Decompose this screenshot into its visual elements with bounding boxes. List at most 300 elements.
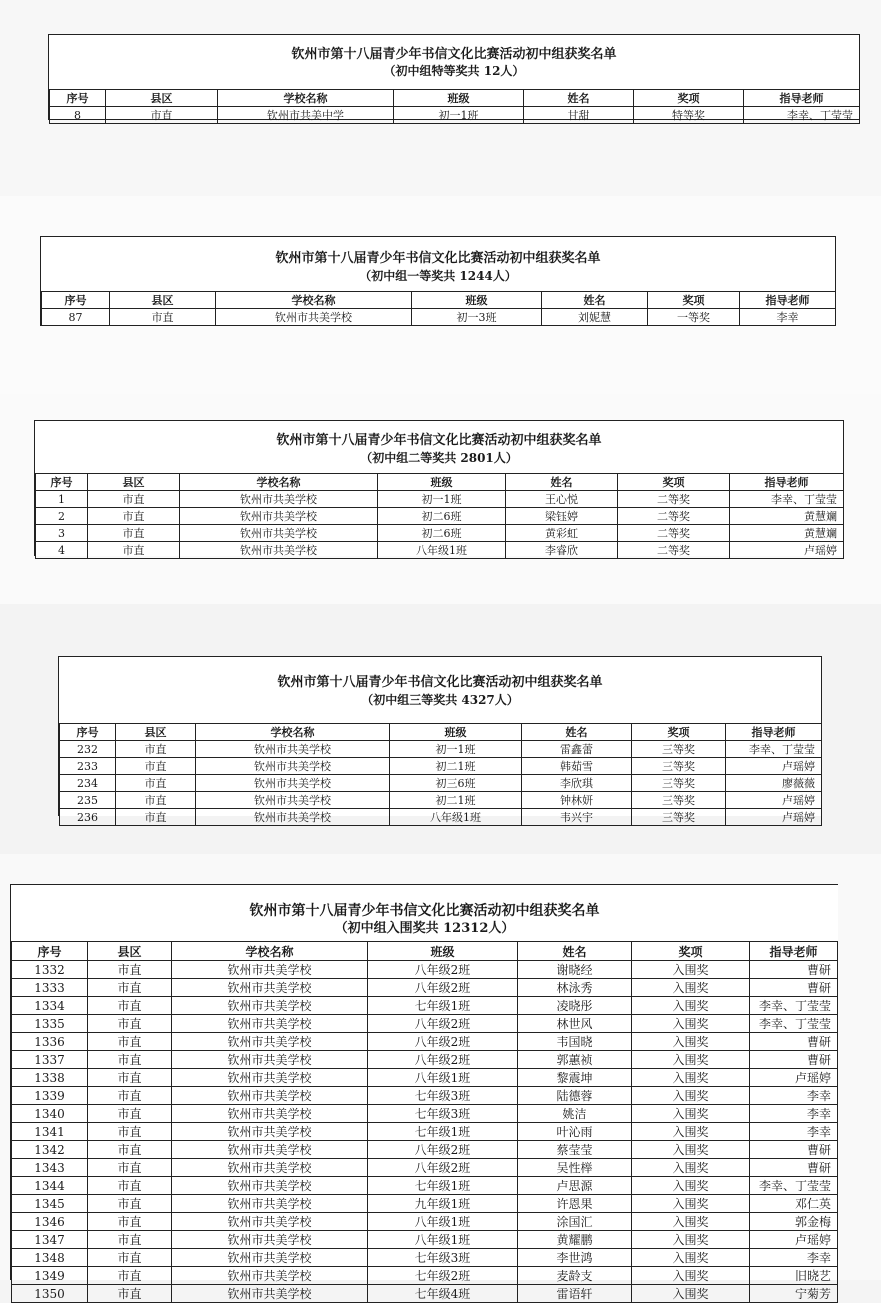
cell-district: 市直 [88,1231,172,1249]
table-row [12,979,838,997]
col-header: 指导老师 [744,90,860,107]
table-row [60,775,822,792]
cell-student: 蔡莹莹 [518,1141,632,1159]
cell-class: 初一1班 [390,741,522,758]
table-row [12,1231,838,1249]
cell-teacher: 黄慧斓 [730,525,844,542]
cell-index: 1346 [12,1213,88,1231]
cell-school: 钦州市共美中学 [218,107,394,124]
cell-class: 初二1班 [390,758,522,775]
header-row [50,90,860,107]
cell-class: 九年级1班 [368,1195,518,1213]
cell-district: 市直 [88,542,180,559]
cell-student: 许恩果 [518,1195,632,1213]
cell-award: 三等奖 [632,758,726,775]
col-header: 指导老师 [726,724,822,741]
award-table [41,291,836,326]
cell-district: 市直 [116,809,196,826]
table-row [60,741,822,758]
col-header: 序号 [12,942,88,961]
table-row [36,542,844,559]
cell-school: 钦州市共美学校 [172,1159,368,1177]
cell-award: 入围奖 [632,1069,750,1087]
cell-award: 入围奖 [632,1177,750,1195]
cell-student: 梁钰婷 [506,508,618,525]
col-header: 班级 [412,292,542,309]
cell-class: 七年级3班 [368,1087,518,1105]
cell-district: 市直 [116,792,196,809]
cell-school: 钦州市共美学校 [172,1177,368,1195]
cell-district: 市直 [116,741,196,758]
cell-district: 市直 [88,1249,172,1267]
cell-teacher: 李幸 [750,1123,838,1141]
cell-teacher: 邓仁英 [750,1195,838,1213]
col-header: 姓名 [542,292,648,309]
col-header: 学校名称 [216,292,412,309]
cell-teacher: 李幸 [750,1105,838,1123]
cell-award: 二等奖 [618,508,730,525]
col-header: 奖项 [632,724,726,741]
cell-class: 初一1班 [394,107,524,124]
cell-student: 谢晓经 [518,961,632,979]
col-header: 班级 [378,474,506,491]
cell-award: 二等奖 [618,525,730,542]
cell-student: 叶沁雨 [518,1123,632,1141]
cell-district: 市直 [88,1051,172,1069]
cell-class: 八年级2班 [368,1159,518,1177]
cell-index: 1334 [12,997,88,1015]
cell-student: 麦龄支 [518,1267,632,1285]
table-row [50,107,860,124]
cell-index: 1348 [12,1249,88,1267]
cell-index: 8 [50,107,106,124]
cell-index: 4 [36,542,88,559]
table-row [12,1285,838,1303]
table-row [12,1105,838,1123]
table-row [12,1177,838,1195]
cell-index: 1336 [12,1033,88,1051]
second-prize-sheet [34,420,844,556]
cell-teacher: 卢瑶婷 [750,1231,838,1249]
col-header: 县区 [110,292,216,309]
col-header: 奖项 [618,474,730,491]
cell-school: 钦州市共美学校 [172,1015,368,1033]
cell-school: 钦州市共美学校 [172,1285,368,1303]
cell-student: 林泳秀 [518,979,632,997]
cell-district: 市直 [88,1195,172,1213]
cell-school: 钦州市共美学校 [172,1213,368,1231]
cell-class: 八年级1班 [378,542,506,559]
cell-school: 钦州市共美学校 [172,1267,368,1285]
cell-student: 林世风 [518,1015,632,1033]
cell-class: 八年级1班 [368,1213,518,1231]
cell-teacher: 李幸、丁莹莹 [726,741,822,758]
cell-class: 七年级2班 [368,1267,518,1285]
cell-award: 三等奖 [632,741,726,758]
special-prize-sheet [48,34,860,120]
col-header: 学校名称 [180,474,378,491]
cell-teacher: 李幸 [740,309,836,326]
col-header: 学校名称 [196,724,390,741]
cell-school: 钦州市共美学校 [172,1141,368,1159]
cell-student: 黄彩虹 [506,525,618,542]
col-header: 序号 [60,724,116,741]
cell-index: 1338 [12,1069,88,1087]
cell-teacher: 曹研 [750,1159,838,1177]
cell-class: 八年级2班 [368,1141,518,1159]
sheet-title: 钦州市第十八届青少年书信文化比赛活动初中组获奖名单 [291,47,617,62]
cell-teacher: 黄慧斓 [730,508,844,525]
cell-teacher: 李幸、丁莹莹 [744,107,860,124]
cell-student: 凌晓彤 [518,997,632,1015]
cell-district: 市直 [88,997,172,1015]
sheet-title: 钦州市第十八届青少年书信文化比赛活动初中组获奖名单 [275,251,601,266]
header-row [12,942,838,961]
award-table [59,723,822,826]
col-header: 县区 [88,942,172,961]
cell-award: 二等奖 [618,491,730,508]
col-header: 指导老师 [730,474,844,491]
cell-award: 入围奖 [632,997,750,1015]
cell-class: 初二6班 [378,508,506,525]
cell-school: 钦州市共美学校 [172,1033,368,1051]
cell-class: 八年级2班 [368,1015,518,1033]
cell-index: 1342 [12,1141,88,1159]
cell-district: 市直 [88,508,180,525]
sheet-title: 钦州市第十八届青少年书信文化比赛活动初中组获奖名单 [249,903,600,919]
cell-index: 1339 [12,1087,88,1105]
cell-award: 入围奖 [632,961,750,979]
col-header: 县区 [106,90,218,107]
cell-student: 陆德蓉 [518,1087,632,1105]
cell-district: 市直 [88,1087,172,1105]
cell-school: 钦州市共美学校 [172,961,368,979]
cell-school: 钦州市共美学校 [180,508,378,525]
cell-award: 一等奖 [648,309,740,326]
cell-teacher: 曹研 [750,979,838,997]
third-prize-sheet [58,656,822,824]
table-row [12,1141,838,1159]
cell-award: 三等奖 [632,792,726,809]
cell-student: 涂国汇 [518,1213,632,1231]
cell-award: 入围奖 [632,1105,750,1123]
col-header: 奖项 [648,292,740,309]
cell-index: 1 [36,491,88,508]
table-row [36,491,844,508]
cell-student: 韦国晓 [518,1033,632,1051]
sheet-title: 钦州市第十八届青少年书信文化比赛活动初中组获奖名单 [277,675,603,690]
cell-award: 入围奖 [632,1087,750,1105]
cell-school: 钦州市共美学校 [216,309,412,326]
cell-school: 钦州市共美学校 [196,792,390,809]
cell-award: 入围奖 [632,1015,750,1033]
cell-district: 市直 [88,525,180,542]
cell-award: 特等奖 [634,107,744,124]
cell-award: 入围奖 [632,1051,750,1069]
cell-award: 入围奖 [632,1285,750,1303]
col-header: 班级 [368,942,518,961]
cell-teacher: 李幸、丁莹莹 [750,997,838,1015]
cell-teacher: 李幸、丁莹莹 [730,491,844,508]
cell-index: 1332 [12,961,88,979]
table-row [36,525,844,542]
cell-teacher: 曹研 [750,1141,838,1159]
cell-teacher: 李幸 [750,1249,838,1267]
cell-district: 市直 [88,1159,172,1177]
cell-teacher: 曹研 [750,961,838,979]
cell-district: 市直 [88,1069,172,1087]
cell-index: 3 [36,525,88,542]
cell-school: 钦州市共美学校 [196,758,390,775]
cell-award: 入围奖 [632,1267,750,1285]
col-header: 序号 [50,90,106,107]
cell-teacher: 李幸 [750,1087,838,1105]
cell-award: 三等奖 [632,775,726,792]
cell-district: 市直 [88,961,172,979]
cell-class: 七年级4班 [368,1285,518,1303]
cell-student: 姚洁 [518,1105,632,1123]
cell-district: 市直 [88,1123,172,1141]
cell-class: 初一3班 [412,309,542,326]
cell-teacher: 李幸、丁莹莹 [750,1177,838,1195]
cell-class: 八年级1班 [368,1231,518,1249]
cell-award: 入围奖 [632,1195,750,1213]
cell-district: 市直 [110,309,216,326]
cell-class: 八年级2班 [368,1033,518,1051]
cell-index: 1349 [12,1267,88,1285]
cell-student: 李世鸿 [518,1249,632,1267]
cell-student: 韩茹雪 [522,758,632,775]
cell-student: 黄耀鹏 [518,1231,632,1249]
cell-class: 七年级1班 [368,997,518,1015]
cell-district: 市直 [88,1213,172,1231]
cell-school: 钦州市共美学校 [172,979,368,997]
sheet-subtitle: （初中组特等奖共 12人） [383,64,525,78]
cell-teacher: 李幸、丁莹莹 [750,1015,838,1033]
table-row [12,1087,838,1105]
table-row [12,1213,838,1231]
cell-award: 入围奖 [632,1159,750,1177]
cell-district: 市直 [88,1267,172,1285]
cell-student: 李睿欣 [506,542,618,559]
table-row [12,1123,838,1141]
cell-index: 235 [60,792,116,809]
table-row [42,309,836,326]
cell-class: 七年级3班 [368,1249,518,1267]
cell-teacher: 曹研 [750,1033,838,1051]
cell-student: 卢思源 [518,1177,632,1195]
cell-award: 三等奖 [632,809,726,826]
cell-student: 韦兴宇 [522,809,632,826]
table-row [12,1033,838,1051]
col-header: 班级 [394,90,524,107]
table-row [12,997,838,1015]
cell-class: 初二1班 [390,792,522,809]
cell-district: 市直 [88,1141,172,1159]
table-row [12,1249,838,1267]
cell-class: 初二6班 [378,525,506,542]
cell-school: 钦州市共美学校 [172,1231,368,1249]
cell-teacher: 旧晓艺 [750,1267,838,1285]
cell-district: 市直 [88,1033,172,1051]
col-header: 姓名 [524,90,634,107]
cell-district: 市直 [106,107,218,124]
cell-school: 钦州市共美学校 [172,1195,368,1213]
cell-index: 1347 [12,1231,88,1249]
cell-index: 236 [60,809,116,826]
sheet-subtitle: （初中组入围奖共 12312人） [334,921,515,936]
cell-school: 钦州市共美学校 [180,525,378,542]
cell-student: 雷语轩 [518,1285,632,1303]
cell-school: 钦州市共美学校 [180,542,378,559]
cell-index: 1337 [12,1051,88,1069]
cell-award: 入围奖 [632,1213,750,1231]
cell-student: 雷鑫蕾 [522,741,632,758]
cell-class: 初三6班 [390,775,522,792]
cell-district: 市直 [88,1285,172,1303]
sheet-subtitle: （初中组二等奖共 2801人） [360,451,518,465]
cell-class: 八年级2班 [368,1051,518,1069]
cell-index: 1345 [12,1195,88,1213]
cell-award: 入围奖 [632,1141,750,1159]
table-row [12,1051,838,1069]
cell-student: 黎震坤 [518,1069,632,1087]
cell-index: 1341 [12,1123,88,1141]
award-table [11,941,838,1303]
cell-district: 市直 [88,979,172,997]
table-row [60,792,822,809]
cell-index: 1343 [12,1159,88,1177]
cell-index: 87 [42,309,110,326]
col-header: 奖项 [632,942,750,961]
table-row [60,809,822,826]
cell-district: 市直 [116,758,196,775]
cell-school: 钦州市共美学校 [196,775,390,792]
cell-student: 甘甜 [524,107,634,124]
table-row [12,961,838,979]
cell-class: 八年级2班 [368,961,518,979]
col-header: 县区 [88,474,180,491]
cell-teacher: 卢瑶婷 [730,542,844,559]
cell-index: 1344 [12,1177,88,1195]
cell-index: 233 [60,758,116,775]
table-row [60,758,822,775]
cell-award: 入围奖 [632,1123,750,1141]
cell-student: 吴性榉 [518,1159,632,1177]
col-header: 学校名称 [172,942,368,961]
table-row [36,508,844,525]
cell-student: 刘妮慧 [542,309,648,326]
cell-school: 钦州市共美学校 [172,1069,368,1087]
cell-teacher: 郭金梅 [750,1213,838,1231]
table-row [12,1069,838,1087]
table-row [12,1195,838,1213]
cell-school: 钦州市共美学校 [172,1249,368,1267]
cell-school: 钦州市共美学校 [172,1123,368,1141]
cell-district: 市直 [88,491,180,508]
sheet-title: 钦州市第十八届青少年书信文化比赛活动初中组获奖名单 [276,433,602,448]
shortlist-prize-sheet [10,884,838,1301]
col-header: 奖项 [634,90,744,107]
cell-index: 234 [60,775,116,792]
cell-district: 市直 [88,1177,172,1195]
cell-index: 1333 [12,979,88,997]
cell-student: 钟林妍 [522,792,632,809]
cell-class: 七年级1班 [368,1177,518,1195]
cell-class: 八年级1班 [390,809,522,826]
award-table [49,89,860,124]
cell-award: 入围奖 [632,1231,750,1249]
cell-school: 钦州市共美学校 [172,997,368,1015]
col-header: 序号 [42,292,110,309]
table-row [12,1159,838,1177]
header-row [36,474,844,491]
cell-teacher: 宁菊芳 [750,1285,838,1303]
header-row [42,292,836,309]
col-header: 班级 [390,724,522,741]
cell-class: 七年级1班 [368,1123,518,1141]
cell-school: 钦州市共美学校 [196,809,390,826]
header-row [60,724,822,741]
sheet-subtitle: （初中组三等奖共 4327人） [361,693,519,707]
cell-award: 入围奖 [632,1033,750,1051]
cell-award: 入围奖 [632,979,750,997]
cell-index: 1350 [12,1285,88,1303]
shortlist-table-body [12,961,838,1303]
cell-class: 八年级2班 [368,979,518,997]
sheet-subtitle: （初中组一等奖共 1244人） [359,269,517,283]
cell-teacher: 卢瑶婷 [750,1069,838,1087]
cell-district: 市直 [88,1105,172,1123]
cell-index: 1335 [12,1015,88,1033]
cell-award: 入围奖 [632,1249,750,1267]
cell-index: 1340 [12,1105,88,1123]
cell-award: 二等奖 [618,542,730,559]
col-header: 序号 [36,474,88,491]
col-header: 姓名 [506,474,618,491]
col-header: 指导老师 [740,292,836,309]
table-row [12,1267,838,1285]
cell-district: 市直 [88,1015,172,1033]
cell-student: 郭蕙祯 [518,1051,632,1069]
cell-index: 2 [36,508,88,525]
col-header: 县区 [116,724,196,741]
cell-teacher: 卢瑶婷 [726,792,822,809]
table-row [12,1015,838,1033]
cell-teacher: 廖薇薇 [726,775,822,792]
cell-index: 232 [60,741,116,758]
col-header: 姓名 [522,724,632,741]
cell-student: 王心悦 [506,491,618,508]
cell-school: 钦州市共美学校 [172,1051,368,1069]
col-header: 姓名 [518,942,632,961]
award-table [35,473,844,559]
cell-teacher: 卢瑶婷 [726,809,822,826]
cell-school: 钦州市共美学校 [196,741,390,758]
cell-school: 钦州市共美学校 [172,1087,368,1105]
col-header: 学校名称 [218,90,394,107]
cell-teacher: 曹研 [750,1051,838,1069]
first-prize-sheet [40,236,836,326]
cell-teacher: 卢瑶婷 [726,758,822,775]
cell-school: 钦州市共美学校 [180,491,378,508]
cell-class: 八年级1班 [368,1069,518,1087]
cell-district: 市直 [116,775,196,792]
col-header: 指导老师 [750,942,838,961]
cell-class: 七年级3班 [368,1105,518,1123]
cell-student: 李欣琪 [522,775,632,792]
cell-class: 初一1班 [378,491,506,508]
